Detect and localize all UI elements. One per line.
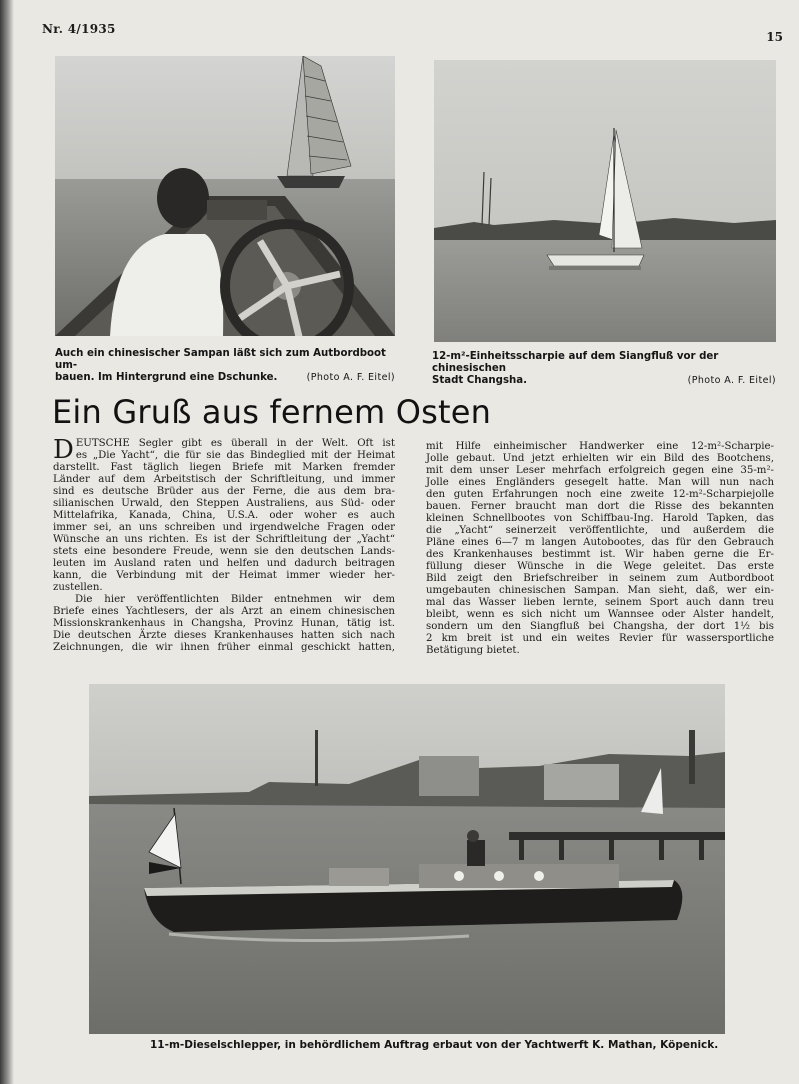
page-number: 15 <box>766 30 783 44</box>
text-line: es „Die Yacht“, die für sie das Bindeglied mit der Heimat <box>75 450 395 461</box>
caption-line: bauen. Im Hintergrund eine Dschunke. <box>55 372 278 383</box>
text-line: mit Hilfe einheimischer Handwerker eine 12-m²-Scharpie- <box>426 441 774 452</box>
photo-credit: (Photo A. F. Eitel) <box>306 372 395 383</box>
text-line: Missionskrankenhaus in Changsha, Provinz Hunan, tätig ist. <box>53 618 395 629</box>
text-line: bauen. Ferner braucht man dort die Risse des bekannten <box>426 501 774 512</box>
text-line: den guten Erfahrungen noch eine zweite 12-m²-Scharpiejolle <box>426 489 774 500</box>
text-line: mal das Wasser lieben lernte, seinem Sport auch dann treu <box>426 597 774 608</box>
text-line: Wünsche an uns richten. Es ist der Schriftleitung der „Yacht“ <box>53 534 395 545</box>
article-column-right <box>426 441 774 657</box>
text-line: sondern um den Siangfluß bei Changsha, der dort 1½ bis <box>426 621 774 632</box>
text-line: Pläne eines 6—7 m langen Autobootes, das für den Gebrauch <box>426 537 774 548</box>
photo-caption-diesel-tug: 11-m-Dieselschlepper, in behördlichem Auftrag erbaut von der Yachtwerft K. Mathan, Köpenick. <box>150 1039 719 1051</box>
caption-line: Auch ein chinesischer Sampan läßt sich zum Autbordboot um- <box>55 348 386 371</box>
text-line: Mittelafrika, Kanada, China, U.S.A. oder woher es auch <box>53 510 395 521</box>
text-line: Jolle eines Engländers gesegelt hatte. Man will nun nach <box>426 477 774 488</box>
photo-credit: (Photo A. F. Eitel) <box>687 375 776 386</box>
text-line: sind es deutsche Brüder aus der Ferne, die aus dem bra- <box>53 486 395 497</box>
text-line: Betätigung bietet. <box>426 645 520 656</box>
photo-diesel-tug <box>89 684 725 1034</box>
caption-line: 12-m²-Einheitsscharpie auf dem Siangfluß vor der chinesischen <box>432 351 719 374</box>
text-line: des Krankenhauses bestimmt ist. Wir haben gerne die Er- <box>426 549 774 560</box>
text-line: darstellt. Fast täglich liegen Briefe mit Marken fremder <box>53 462 395 473</box>
photo-scharpie-sailboat <box>434 60 776 342</box>
text-line: bleibt, wenn es sich nicht um Wannsee oder Alster handelt, <box>426 609 774 620</box>
text-line: silianischen Urwald, den Steppen Australiens, aus Süd- oder <box>53 498 395 509</box>
text-line: Länder auf dem Arbeitstisch der Schriftleitung, und immer <box>53 474 395 485</box>
text-line: Zeichnungen, die wir ihnen früher einmal geschickt hatten, <box>53 642 395 653</box>
text-line: füllung dieser Wünsche in die Wege geleitet. Das erste <box>426 561 774 572</box>
article-column-left <box>53 435 395 654</box>
text-line: 2 km breit ist und ein weites Revier für wassersportliche <box>426 633 774 644</box>
photo-caption-scharpie <box>432 351 776 387</box>
photo-caption-sampan <box>55 348 395 384</box>
text-line: Bild zeigt den Briefschreiber in seinem zum Autbordboot <box>426 573 774 584</box>
text-line: die „Yacht“ seinerzeit veröffentlichte, und außerdem die <box>426 525 774 536</box>
article-headline: Ein Gruß aus fernem Osten <box>52 393 492 431</box>
text-line: kann, die Verbindung mit der Heimat immer wieder her- <box>53 570 395 581</box>
text-line: mit dem unser Leser mehrfach erfolgreich gegen eine 35-m²- <box>426 465 774 476</box>
text-line: Die hier veröffentlichten Bilder entnehmen wir dem <box>75 594 395 605</box>
text-line: leuten im Ausland raten und helfen und dadurch beitragen <box>53 558 395 569</box>
drop-cap: D <box>53 435 74 465</box>
photo-sampan-steering <box>55 56 395 336</box>
issue-number: Nr. 4/1935 <box>42 22 116 36</box>
text-line: zustellen. <box>53 582 103 593</box>
text-line: Briefe eines Yachtlesers, der als Arzt an einem chinesischen <box>53 606 395 617</box>
text-line: immer sei, an uns schreiben und irgendwelche Fragen oder <box>53 522 395 533</box>
text-line: Jolle gebaut. Und jetzt erhielten wir ein Bild des Bootchens, <box>426 453 774 464</box>
text-line: kleinen Schnellbootes von Schiffbau-Ing. Harold Tapken, das <box>426 513 774 524</box>
text-line: Die deutschen Ärzte dieses Krankenhauses hatten sich nach <box>53 630 395 641</box>
caption-line: Stadt Changsha. <box>432 375 528 386</box>
text-line: EUTSCHE Segler gibt es überall in der Welt. Oft ist <box>75 438 395 449</box>
text-line: umgebauten chinesischen Sampan. Man sieht, daß, wer ein- <box>426 585 774 596</box>
page-binding-edge <box>0 0 14 1084</box>
text-line: stets eine besondere Freude, wenn sie den deutschen Lands- <box>53 546 395 557</box>
